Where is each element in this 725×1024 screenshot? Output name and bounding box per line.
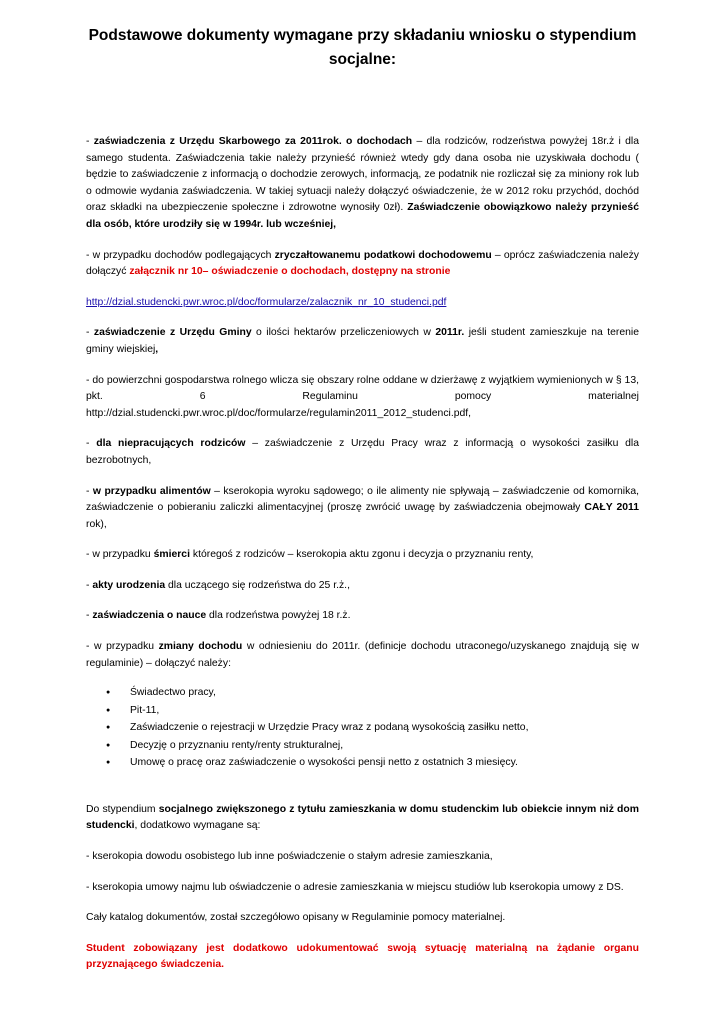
paragraph-final-warning: Student zobowiązany jest dodatkowo udokumentować swoją sytuację materialną na żądanie organu przyznającego świadczenia.	[86, 942, 639, 971]
paragraph-lease-copy: - kserokopia umowy najmu lub oświadczenie o adresie zamieszkania w miejscu studiów lub kserokopia umowy z DS.	[86, 881, 624, 893]
paragraph-income-change: - w przypadku zmiany dochodu w odniesieniu do 2011r. (definicje dochodu utraconego/uzyskanego znajdują się w regulaminie) – dołączyć należy:	[86, 641, 639, 669]
paragraph-alimony: - w przypadku alimentów – kserokopia wyroku sądowego; o ile alimenty nie spływają – zaświadczenie od komornika, zaświadczenie o pobieraniu zaliczki alimentacyjnej (proszę zwrócić uwagę by zaświadczenia obejmowały CAŁY 2011 rok),	[86, 485, 639, 530]
paragraph-death: - w przypadku śmierci któregoś z rodziców – kserokopia aktu zgonu i decyzja o przyznaniu renty,	[86, 549, 534, 561]
paragraph-flat-rate-tax: - w przypadku dochodów podlegających zryczałtowanemu podatkowi dochodowemu – oprócz zaświadczenia należy dołączyć załącznik nr 10– oświadczenie o dochodach, dostępny na stronie	[86, 249, 639, 278]
paragraph-catalog-note: Cały katalog dokumentów, został szczegółowo opisany w Regulaminie pomocy materialnej.	[86, 912, 506, 924]
paragraph-farm-area: - do powierzchni gospodarstwa rolnego wlicza się obszary rolne oddane w dzierżawę z wyjątkiem wymienionych w § 13, pkt. 6 Regulaminu pomocy materialnej http://dzial.studencki.pwr.wroc.pl/doc/formularze/regulamin2011_2012_studenci.pdf,	[86, 374, 639, 419]
paragraph-municipality-certificate: - zaświadczenie z Urzędu Gminy o ilości hektarów przeliczeniowych w 2011r. jeśli student zamieszkuje na terenie gminy wiejskiej,	[86, 327, 639, 355]
attachment-10-link[interactable]: http://dzial.studencki.pwr.wroc.pl/doc/formularze/zalacznik_nr_10_studenci.pdf	[86, 296, 447, 308]
list-item: ● Umowę o pracę oraz zaświadczenie o wysokości pensji netto z ostatnich 3 miesięcy.	[86, 754, 639, 772]
paragraph-school-certificates: - zaświadczenia o nauce dla rodzeństwa powyżej 18 r.ż.	[86, 610, 351, 622]
list-item: ● Decyzję o przyznaniu renty/renty strukturalnej,	[86, 737, 639, 755]
list-item: ● Pit-11,	[86, 702, 639, 720]
paragraph-attachment-link	[86, 295, 639, 312]
paragraph-id-copy: - kserokopia dowodu osobistego lub inne poświadczenie o stałym adresie zamieszkania,	[86, 850, 493, 862]
required-documents-list	[86, 684, 639, 772]
paragraph-unemployed-parents: - dla niepracujących rodziców – zaświadczenie z Urzędu Pracy wraz z informacją o wysokości zasiłku dla bezrobotnych,	[86, 438, 639, 466]
paragraph-tax-certificate: - zaświadczenia z Urzędu Skarbowego za 2011rok. o dochodach – dla rodziców, rodzeństwa powyżej 18r.ż i dla samego studenta. Zaświadczenia takie należy przynieść również wtedy gdy dana osoba nie uzyskiwała dochodu ( będzie to zaświadczenie z informacją o dochodzie zerowych, informacją, ze podatnik nie rozliczał się za miniony rok lub o odmowie wydania zaświadczenia. W takiej sytuacji należy dołączyć oświadczenie, że w 2012 roku przychód, dochód oraz składki na ubezpieczenie społeczne i zdrowotne wynosiły 0zł). Zaświadczenie obowiązkowo należy przynieść dla osób, które urodziły się w 1994r. lub wcześniej,	[86, 136, 639, 230]
document-page	[86, 24, 639, 974]
list-item: ● Zaświadczenie o rejestracji w Urzędzie Pracy wraz z podaną wysokością zasiłku netto,	[86, 719, 639, 737]
regulation-url: http://dzial.studencki.pwr.wroc.pl/doc/formularze/regulamin2011_2012_studenci.pdf,	[86, 407, 472, 419]
list-item: ● Świadectwo pracy,	[86, 684, 639, 702]
paragraph-dormitory-scholarship: Do stypendium socjalnego zwiększonego z tytułu zamieszkania w domu studenckim lub obiekcie innym niż dom studencki, dodatkowo wymagane są:	[86, 803, 639, 832]
document-title: Podstawowe dokumenty wymagane przy składaniu wniosku o stypendium socjalne:	[88, 27, 637, 68]
paragraph-birth-certificates: - akty urodzenia dla uczącego się rodzeństwa do 25 r.ż.,	[86, 579, 350, 591]
